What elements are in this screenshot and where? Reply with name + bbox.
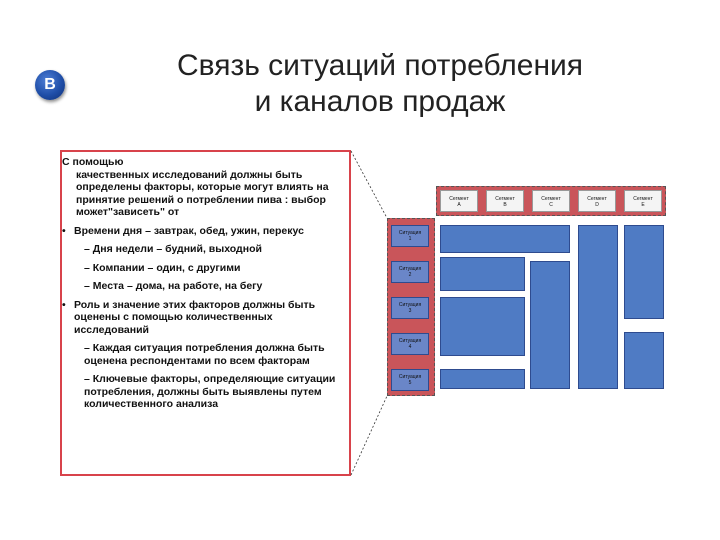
situation-box xyxy=(391,333,429,355)
segment-letter: C xyxy=(549,202,553,208)
connector-line-bottom xyxy=(351,396,387,475)
situation-number: 5 xyxy=(408,380,412,386)
title-line-2: и каналов продаж xyxy=(254,85,506,118)
sub-item xyxy=(62,280,347,293)
segment-label: Сегмент xyxy=(449,196,469,202)
mapping-block xyxy=(624,332,664,389)
situation-box xyxy=(391,369,429,391)
bullet-item xyxy=(62,225,347,238)
situation-box xyxy=(391,297,429,319)
bullet-text: Времени дня – завтрак, обед, ужин, перекус xyxy=(74,224,304,237)
mapping-block xyxy=(578,225,618,389)
mapping-block xyxy=(440,257,525,291)
mapping-block xyxy=(530,261,570,389)
segment-letter: A xyxy=(457,202,461,208)
segment-box xyxy=(578,190,616,212)
situation-number: 2 xyxy=(408,272,412,278)
segment-letter: E xyxy=(641,202,645,208)
situation-label: Ситуация xyxy=(398,266,422,272)
situation-number: 4 xyxy=(408,344,412,350)
sub-item xyxy=(62,262,347,275)
connector-line-top xyxy=(351,151,387,218)
situation-label: Ситуация xyxy=(398,338,422,344)
situation-number: 1 xyxy=(408,236,412,242)
bullet-item xyxy=(62,299,347,337)
segment-label: Сегмент xyxy=(633,196,653,202)
sub-item-text: – Дня недели – будний, выходной xyxy=(84,243,262,255)
segment-box xyxy=(486,190,524,212)
segment-label: Сегмент xyxy=(587,196,607,202)
situation-label: Ситуация xyxy=(398,230,422,236)
mapping-block xyxy=(440,225,570,253)
bullet-mark: • xyxy=(62,298,66,311)
logo-letter: B xyxy=(44,76,56,93)
sub-item xyxy=(62,243,347,256)
sub-item xyxy=(62,373,347,411)
slide-title xyxy=(130,48,630,120)
segment-label: Сегмент xyxy=(495,196,515,202)
sub-item-text: – Компании – один, с другими xyxy=(84,261,241,274)
segment-box xyxy=(624,190,662,212)
bullet-mark: • xyxy=(62,224,66,237)
sub-item-text: – Ключевые факторы, определяющие ситуации потребления, должны быть выявлены путем количественного анализа xyxy=(84,373,336,410)
mapping-block xyxy=(440,369,525,389)
intro-text: качественных исследований должны быть определены факторы, которые могут влиять на принятие решений о потреблении пива : выбор может"зависеть" от xyxy=(76,168,329,218)
mapping-block xyxy=(440,297,525,356)
segment-box xyxy=(440,190,478,212)
segment-box xyxy=(532,190,570,212)
segment-letter: B xyxy=(503,202,507,208)
sub-item-text: – Места – дома, на работе, на бегу xyxy=(84,280,263,292)
logo-badge xyxy=(35,70,65,100)
sub-item-text: – Каждая ситуация потребления должна быть оценена респондентами по всем факторам xyxy=(84,342,325,367)
segment-label: Сегмент xyxy=(541,196,561,202)
mapping-block xyxy=(624,225,664,319)
intro-heading: С помощью xyxy=(62,156,124,168)
bullet-text: Роль и значение этих факторов должны быть оценены с помощью количественных исследований xyxy=(74,298,316,336)
situation-box xyxy=(391,225,429,247)
sub-item xyxy=(62,342,347,367)
situation-label: Ситуация xyxy=(398,302,422,308)
situation-number: 3 xyxy=(408,308,412,314)
situation-label: Ситуация xyxy=(398,374,422,380)
segment-letter: D xyxy=(595,202,599,208)
situation-box xyxy=(391,261,429,283)
text-content xyxy=(62,156,347,411)
title-line-1: Связь ситуаций потребления xyxy=(176,49,584,82)
